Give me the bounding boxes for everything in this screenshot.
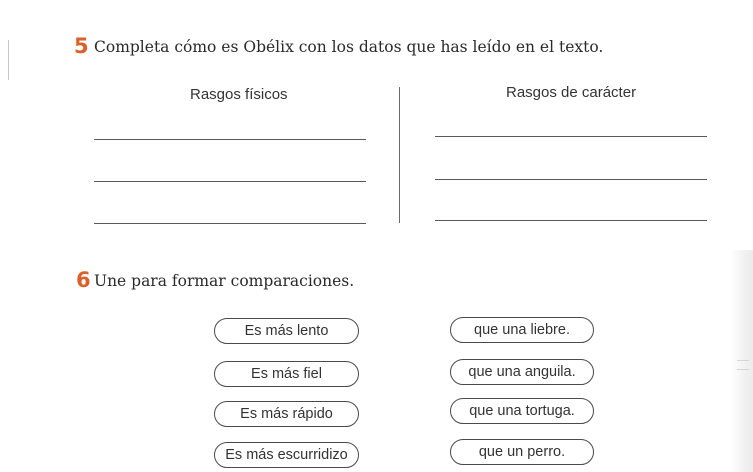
comparison-end-4[interactable]: que un perro. <box>450 439 594 465</box>
exercise-6-instruction: Une para formar comparaciones. <box>94 272 355 290</box>
column-title-physical: Rasgos físicos <box>190 86 288 103</box>
comparison-start-4[interactable]: Es más escurridizo <box>214 442 359 468</box>
exercise-5-number: 5 <box>74 34 89 58</box>
answer-line-character-1[interactable] <box>435 136 707 137</box>
answer-line-character-3[interactable] <box>435 220 707 221</box>
comparison-end-1[interactable]: que una liebre. <box>450 317 594 343</box>
answer-line-physical-3[interactable] <box>94 223 366 224</box>
adjacent-page-mark <box>737 360 749 370</box>
comparison-start-2[interactable]: Es más fiel <box>214 361 359 387</box>
answer-line-physical-1[interactable] <box>94 139 366 140</box>
exercise-5-instruction: Completa cómo es Obélix con los datos que has leído en el texto. <box>94 38 604 56</box>
comparison-start-3[interactable]: Es más rápido <box>214 401 359 427</box>
adjacent-page-edge <box>731 250 753 472</box>
comparison-end-2[interactable]: que una anguila. <box>450 359 594 385</box>
answer-line-character-2[interactable] <box>435 179 707 180</box>
column-title-character: Rasgos de carácter <box>506 84 637 101</box>
comparison-end-3[interactable]: que una tortuga. <box>450 398 594 424</box>
comparison-start-1[interactable]: Es más lento <box>214 318 359 344</box>
answer-line-physical-2[interactable] <box>94 181 366 182</box>
page-edge-mark <box>8 40 9 80</box>
column-divider <box>399 87 400 223</box>
exercise-6-number: 6 <box>76 268 91 292</box>
